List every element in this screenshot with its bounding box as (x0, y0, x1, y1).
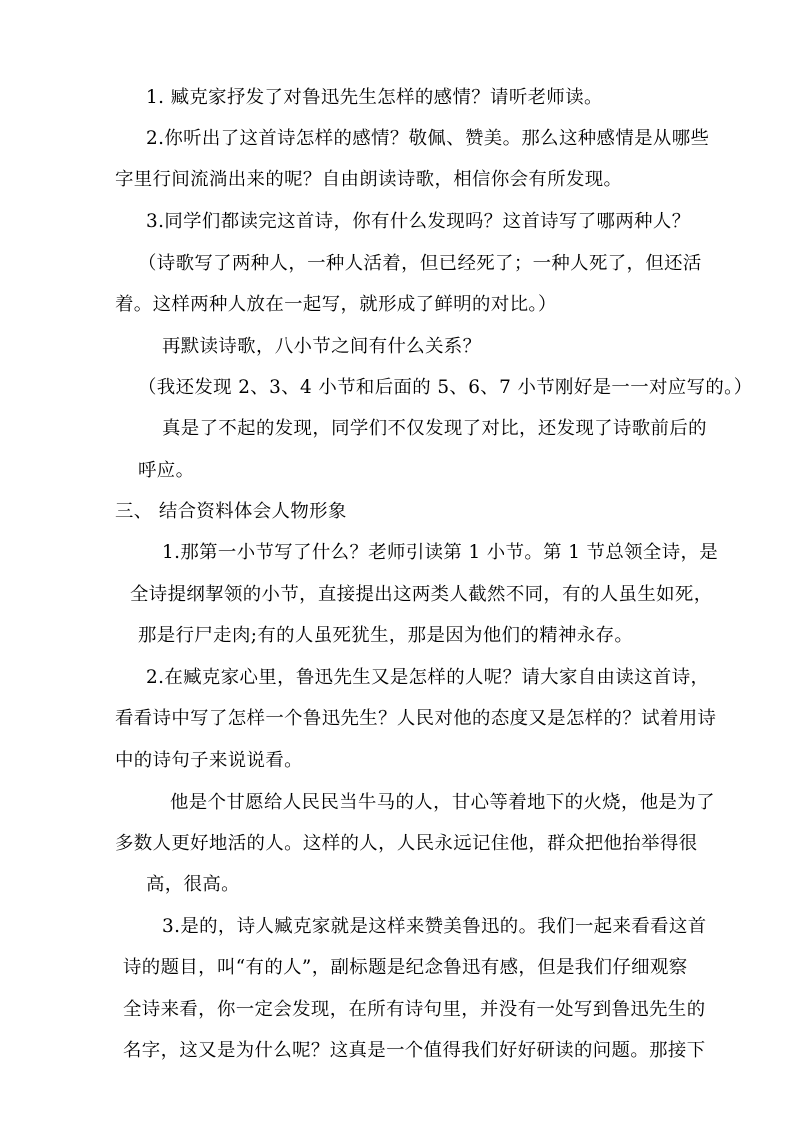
text-line: （我还发现 2、3、4 小节和后面的 5、6、7 小节刚好是一一对应写的。） (138, 377, 753, 398)
text-line: 诗的题目，叫“有的人”，副标题是纪念鲁迅有感，但是我们仔细观察 (123, 957, 688, 978)
text-line: 那是行尸走肉;有的人虽死犹生，那是因为他们的精神永存。 (138, 625, 634, 646)
text-line: 1. 臧克家抒发了对鲁迅先生怎样的感情？请听老师读。 (146, 87, 603, 108)
text-line: 2.你听出了这首诗怎样的感情？敬佩、赞美。那么这种感情是从哪些 (146, 128, 710, 149)
text-line: 2.在臧克家心里，鲁迅先生又是怎样的人呢？请大家自由读这首诗， (146, 667, 710, 688)
text-line: 看看诗中写了怎样一个鲁迅先生？人民对他的态度又是怎样的？试着用诗 (115, 708, 717, 729)
text-line: 中的诗句子来说说看。 (115, 750, 303, 771)
text-line: 再默读诗歌，八小节之间有什么关系？ (162, 336, 482, 357)
text-line: 呼应。 (138, 460, 195, 481)
text-line: 高，很高。 (146, 874, 240, 895)
text-line: 3.同学们都读完这首诗，你有什么发现吗？这首诗写了哪两种人？ (146, 211, 691, 232)
text-line: 多数人更好地活的人。这样的人，人民永远记住他，群众把他抬举得很 (115, 833, 698, 854)
text-line: 3.是的，诗人臧克家就是这样来赞美鲁迅的。我们一起来看看这首 (162, 916, 707, 937)
text-line: 全诗来看，你一定会发现，在所有诗句里，并没有一处写到鲁迅先生的 (123, 999, 706, 1020)
text-line: 字里行间流淌出来的呢？自由朗读诗歌，相信你会有所发现。 (115, 169, 623, 190)
section-heading: 三、 结合资料体会人物形象 (115, 501, 347, 522)
text-line: 名字，这又是为什么呢？这真是一个值得我们好好研读的问题。那接下 (123, 1040, 706, 1061)
text-line: 真是了不起的发现，同学们不仅发现了对比，还发现了诗歌前后的 (162, 418, 707, 439)
text-line: 着。这样两种人放在一起写，就形成了鲜明的对比。） (115, 294, 557, 315)
text-line: （诗歌写了两种人，一种人活着，但已经死了；一种人死了，但还活 (138, 253, 702, 274)
text-line: 全诗提纲挈领的小节，直接提出这两类人截然不同，有的人虽生如死， (130, 584, 713, 605)
text-line: 他是个甘愿给人民民当牛马的人，甘心等着地下的火烧，他是为了 (170, 792, 715, 813)
text-line: 1.那第一小节写了什么？老师引读第 1 小节。第 1 节总领全诗，是 (162, 542, 719, 563)
